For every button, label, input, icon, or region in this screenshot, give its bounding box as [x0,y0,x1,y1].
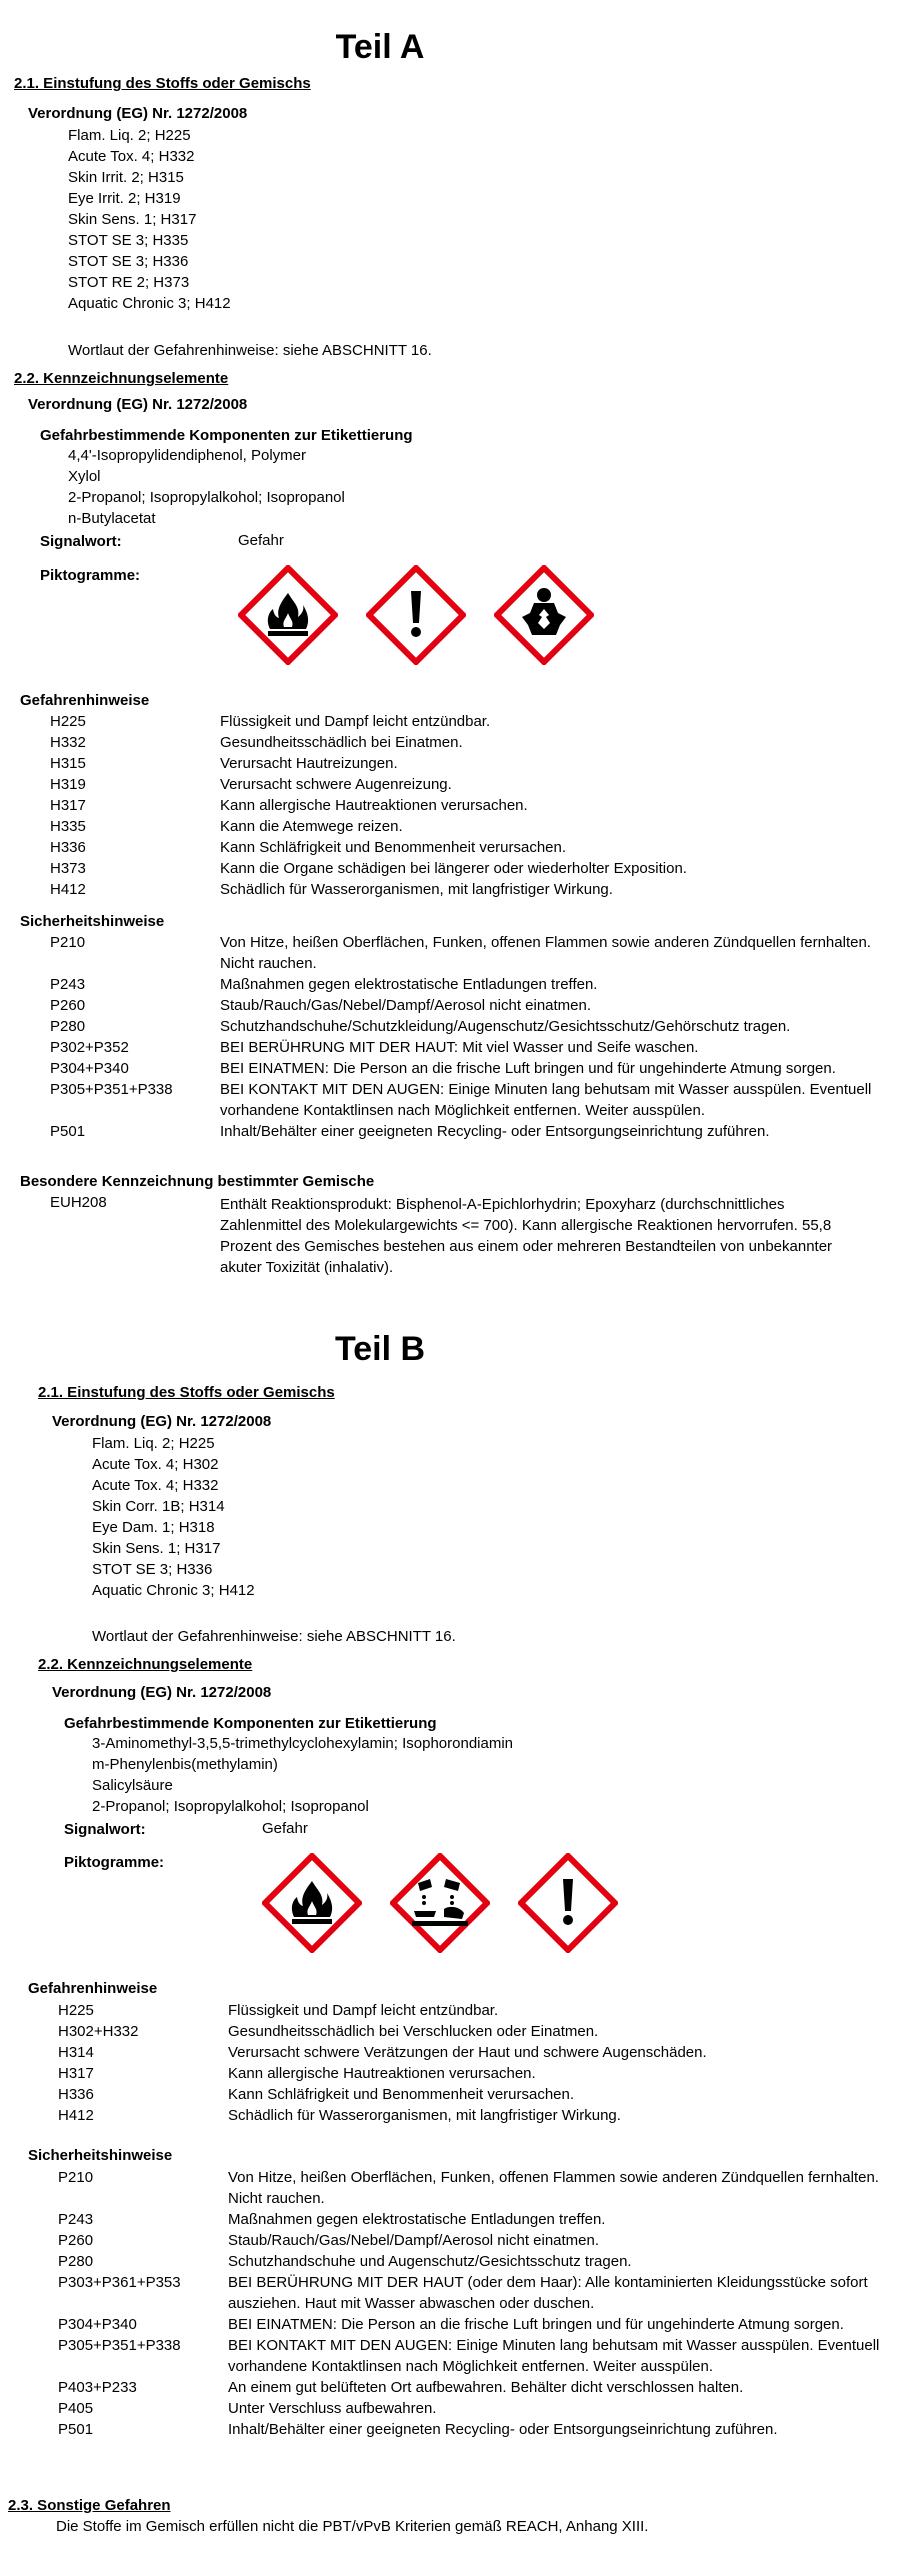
section-2-1-heading: 2.1. Einstufung des Stoffs oder Gemischs [14,75,311,92]
section-2-2-heading: 2.2. Kennzeichnungselemente [38,1656,253,1673]
pictograms-label: Piktogramme: [64,1854,165,1871]
special-labelling-heading: Besondere Kennzeichnung bestimmter Gemische [20,1173,375,1190]
statement-code: H373 [50,860,86,877]
components-list [68,445,345,529]
statement-code: H225 [50,713,86,730]
section-2-2-heading: 2.2. Kennzeichnungselemente [14,370,229,387]
statement-code: P305+P351+P338 [50,1081,173,1098]
statement-code: P210 [58,2169,94,2186]
statement-text: Kann die Organe schädigen bei längerer oder wiederholter Exposition. [220,860,687,877]
precautionary-statements-heading: Sicherheitshinweise [20,913,165,930]
statement-row [0,2335,894,2377]
statement-code: H336 [50,839,86,856]
flame-icon [262,1853,362,1953]
statement-code: EUH208 [50,1194,107,1211]
health-hazard-icon [494,565,594,665]
statement-code: H317 [50,797,86,814]
statement-text: Schädlich für Wasserorganismen, mit langfristiger Wirkung. [228,2107,621,2124]
statement-row [0,1016,880,1037]
statement-text: Unter Verschluss aufbewahren. [228,2400,437,2417]
component-item: m-Phenylenbis(methylamin) [92,1756,278,1773]
statement-row [0,2105,888,2126]
hazard-statements-heading: Gefahrenhinweise [20,692,150,709]
statement-code: H317 [58,2065,94,2082]
classification-item: Acute Tox. 4; H302 [92,1456,219,1473]
statement-code: H302+H332 [58,2023,139,2040]
classification-item: Aquatic Chronic 3; H412 [68,295,231,312]
statement-text: Maßnahmen gegen elektrostatische Entladungen treffen. [220,976,598,993]
statement-row [0,2167,894,2209]
section-2-1-heading: 2.1. Einstufung des Stoffs oder Gemischs [38,1384,335,1401]
statement-row [0,732,880,753]
classification-item: STOT SE 3; H336 [68,253,189,270]
statement-row [0,2377,894,2398]
hazard-statements-heading: Gefahrenhinweise [28,1980,158,1997]
classification-item: Eye Dam. 1; H318 [92,1519,215,1536]
statement-code: P260 [50,997,86,1014]
statement-row [0,837,880,858]
classification-item: Aquatic Chronic 3; H412 [92,1582,255,1599]
classification-list [92,1433,255,1601]
statement-code: P501 [58,2421,94,2438]
statement-row [0,2209,894,2230]
statement-text: BEI KONTAKT MIT DEN AUGEN: Einige Minuten lang behutsam mit Wasser ausspülen. Eventuell vorhandene Kontaktlinsen nach Möglichkeit entfernen. Weiter ausspülen. [220,1081,872,1119]
statement-text: Staub/Rauch/Gas/Nebel/Dampf/Aerosol nicht einatmen. [220,997,592,1014]
statement-code: H319 [50,776,86,793]
signal-word-label: Signalwort: [64,1821,146,1838]
statement-code: P405 [58,2400,94,2417]
precautionary-statements-list [0,2167,894,2440]
statement-text: Flüssigkeit und Dampf leicht entzündbar. [220,713,491,730]
signal-word-label: Signalwort: [40,533,122,550]
statement-text: An einem gut belüfteten Ort aufbewahren. Behälter dicht verschlossen halten. [228,2379,744,2396]
statement-text: Enthält Reaktionsprodukt: Bisphenol-A-Epichlorhydrin; Epoxyharz (durchschnittliches Zahlenmittel des Molekulargewichts <= 700). Kann allergische Reaktionen hervorrufen. 55,8 Prozent des Gemisches bestehen aus einem oder mehreren Bestandteilen von unbekannter akuter Toxizität (inhalativ). [220,1196,833,1276]
precautionary-statements-heading: Sicherheitshinweise [28,2147,173,2164]
regulation-label: Verordnung (EG) Nr. 1272/2008 [52,1684,272,1701]
statement-row [0,1079,880,1121]
statement-text: Gesundheitsschädlich bei Verschlucken oder Einatmen. [228,2023,599,2040]
statement-text: Von Hitze, heißen Oberflächen, Funken, offenen Flammen sowie anderen Zündquellen fernhalten. Nicht rauchen. [220,934,871,972]
statement-code: P305+P351+P338 [58,2337,181,2354]
statement-code: P302+P352 [50,1039,129,1056]
statement-row [0,795,880,816]
statement-row [0,816,880,837]
statement-text: Gesundheitsschädlich bei Einatmen. [220,734,463,751]
statement-text: Flüssigkeit und Dampf leicht entzündbar. [228,2002,499,2019]
statement-code: H412 [58,2107,94,2124]
precautionary-statements-list [0,932,880,1142]
statement-row [0,858,880,879]
signal-word-value: Gefahr [262,1820,308,1837]
classification-item: Skin Sens. 1; H317 [68,211,197,228]
statement-code: H332 [50,734,86,751]
statement-row [0,2251,894,2272]
statement-row [0,2272,894,2314]
component-item: Salicylsäure [92,1777,173,1794]
component-item: 4,4'-Isopropylidendiphenol, Polymer [68,447,307,464]
pictograms-label: Piktogramme: [40,567,141,584]
classification-item: Skin Irrit. 2; H315 [68,169,184,186]
component-item: Xylol [68,468,101,485]
statement-code: P303+P361+P353 [58,2274,181,2291]
classification-item: Acute Tox. 4; H332 [92,1477,219,1494]
statement-code: P304+P340 [50,1060,129,1077]
signal-word-value: Gefahr [238,532,284,549]
flame-icon [238,565,338,665]
classification-item: STOT SE 3; H335 [68,232,189,249]
statement-text: Inhalt/Behälter einer geeigneten Recycling- oder Entsorgungseinrichtung zuführen. [228,2421,778,2438]
part-a-title: Teil A [335,28,425,66]
other-hazards-text: Die Stoffe im Gemisch erfüllen nicht die PBT/vPvB Kriterien gemäß REACH, Anhang XIII. [56,2518,649,2535]
statement-code: P260 [58,2232,94,2249]
statement-code: P243 [50,976,86,993]
section-2-3-heading: 2.3. Sonstige Gefahren [8,2497,171,2514]
statement-row [0,2419,894,2440]
statement-code: H315 [50,755,86,772]
statement-code: P280 [58,2253,94,2270]
component-item: 2-Propanol; Isopropylalkohol; Isopropanol [68,489,345,506]
statement-row [0,753,880,774]
statement-text: Verursacht schwere Augenreizung. [220,776,452,793]
component-item: 2-Propanol; Isopropylalkohol; Isopropanol [92,1798,369,1815]
statement-text: Kann die Atemwege reizen. [220,818,403,835]
components-heading: Gefahrbestimmende Komponenten zur Etikettierung [40,427,413,444]
statement-code: P210 [50,934,86,951]
corrosion-icon [390,1853,490,1953]
statement-text: BEI EINATMEN: Die Person an die frische Luft bringen und für ungehinderte Atmung sorgen. [220,1060,836,1077]
statement-code: P304+P340 [58,2316,137,2333]
classification-item: Acute Tox. 4; H332 [68,148,195,165]
statement-text: Staub/Rauch/Gas/Nebel/Dampf/Aerosol nicht einatmen. [228,2232,600,2249]
statement-code: P403+P233 [58,2379,137,2396]
statement-text: Maßnahmen gegen elektrostatische Entladungen treffen. [228,2211,606,2228]
statement-text: Von Hitze, heißen Oberflächen, Funken, offenen Flammen sowie anderen Zündquellen fernhalten. Nicht rauchen. [228,2169,879,2207]
exclamation-icon [518,1853,618,1953]
statement-row [0,2084,888,2105]
statement-row [0,2042,888,2063]
statement-code: H412 [50,881,86,898]
classification-item: Skin Sens. 1; H317 [92,1540,221,1557]
regulation-label: Verordnung (EG) Nr. 1272/2008 [28,396,248,413]
regulation-label: Verordnung (EG) Nr. 1272/2008 [28,105,248,122]
statement-row [0,2314,894,2335]
classification-item: Flam. Liq. 2; H225 [68,127,191,144]
component-item: n-Butylacetat [68,510,156,527]
statement-text: Inhalt/Behälter einer geeigneten Recycling- oder Entsorgungseinrichtung zuführen. [220,1123,770,1140]
statement-row [0,711,880,732]
statement-code: H336 [58,2086,94,2103]
statement-text: Kann Schläfrigkeit und Benommenheit verursachen. [228,2086,575,2103]
statement-row [0,932,880,974]
classification-item: Skin Corr. 1B; H314 [92,1498,225,1515]
statement-code: H314 [58,2044,94,2061]
components-list [92,1733,513,1817]
hazard-statements-list [0,711,880,900]
classification-item: Eye Irrit. 2; H319 [68,190,181,207]
hazard-statements-list [0,2000,888,2126]
statement-text: Schutzhandschuhe und Augenschutz/Gesichtsschutz tragen. [228,2253,632,2270]
statement-text: BEI BERÜHRUNG MIT DER HAUT (oder dem Haar): Alle kontaminierten Kleidungsstücke sofort ausziehen. Haut mit Wasser abwaschen oder duschen. [228,2274,868,2312]
regulation-label: Verordnung (EG) Nr. 1272/2008 [52,1413,272,1430]
statement-row [0,2063,888,2084]
statement-code: P501 [50,1123,86,1140]
statement-text: Schutzhandschuhe/Schutzkleidung/Augenschutz/Gesichtsschutz/Gehörschutz tragen. [220,1018,791,1035]
statement-text: Kann allergische Hautreaktionen verursachen. [220,797,528,814]
statement-text: BEI EINATMEN: Die Person an die frische Luft bringen und für ungehinderte Atmung sorgen. [228,2316,844,2333]
statement-row [0,1037,880,1058]
classification-item: STOT SE 3; H336 [92,1561,213,1578]
statement-row [0,974,880,995]
statement-text: Kann allergische Hautreaktionen verursachen. [228,2065,536,2082]
statement-row [0,2021,888,2042]
classification-list [68,125,231,314]
statement-text: Kann Schläfrigkeit und Benommenheit verursachen. [220,839,567,856]
statement-row [0,2230,894,2251]
exclamation-icon [366,565,466,665]
statement-row [0,774,880,795]
classification-item: STOT RE 2; H373 [68,274,190,291]
statement-text: Verursacht schwere Verätzungen der Haut und schwere Augenschäden. [228,2044,707,2061]
statement-row [0,1058,880,1079]
statement-text: BEI KONTAKT MIT DEN AUGEN: Einige Minuten lang behutsam mit Wasser ausspülen. Eventuell vorhandene Kontaktlinsen nach Möglichkeit entfernen. Weiter ausspülen. [228,2337,880,2375]
statement-code: H335 [50,818,86,835]
statement-code: H225 [58,2002,94,2019]
components-heading: Gefahrbestimmende Komponenten zur Etikettierung [64,1715,437,1732]
classification-item: Flam. Liq. 2; H225 [92,1435,215,1452]
statement-text: BEI BERÜHRUNG MIT DER HAUT: Mit viel Wasser und Seife waschen. [220,1039,699,1056]
statement-code: P280 [50,1018,86,1035]
statement-code: P243 [58,2211,94,2228]
hazard-wording-note: Wortlaut der Gefahrenhinweise: siehe ABSCHNITT 16. [68,342,432,359]
statement-text: Schädlich für Wasserorganismen, mit langfristiger Wirkung. [220,881,613,898]
statement-text: Verursacht Hautreizungen. [220,755,398,772]
statement-row [0,2000,888,2021]
component-item: 3-Aminomethyl-3,5,5-trimethylcyclohexylamin; Isophorondiamin [92,1735,514,1752]
statement-row [0,995,880,1016]
statement-row [0,1121,880,1142]
statement-row [0,2398,894,2419]
hazard-wording-note: Wortlaut der Gefahrenhinweise: siehe ABSCHNITT 16. [92,1628,456,1645]
statement-row [0,879,880,900]
part-b-title: Teil B [334,1330,426,1368]
